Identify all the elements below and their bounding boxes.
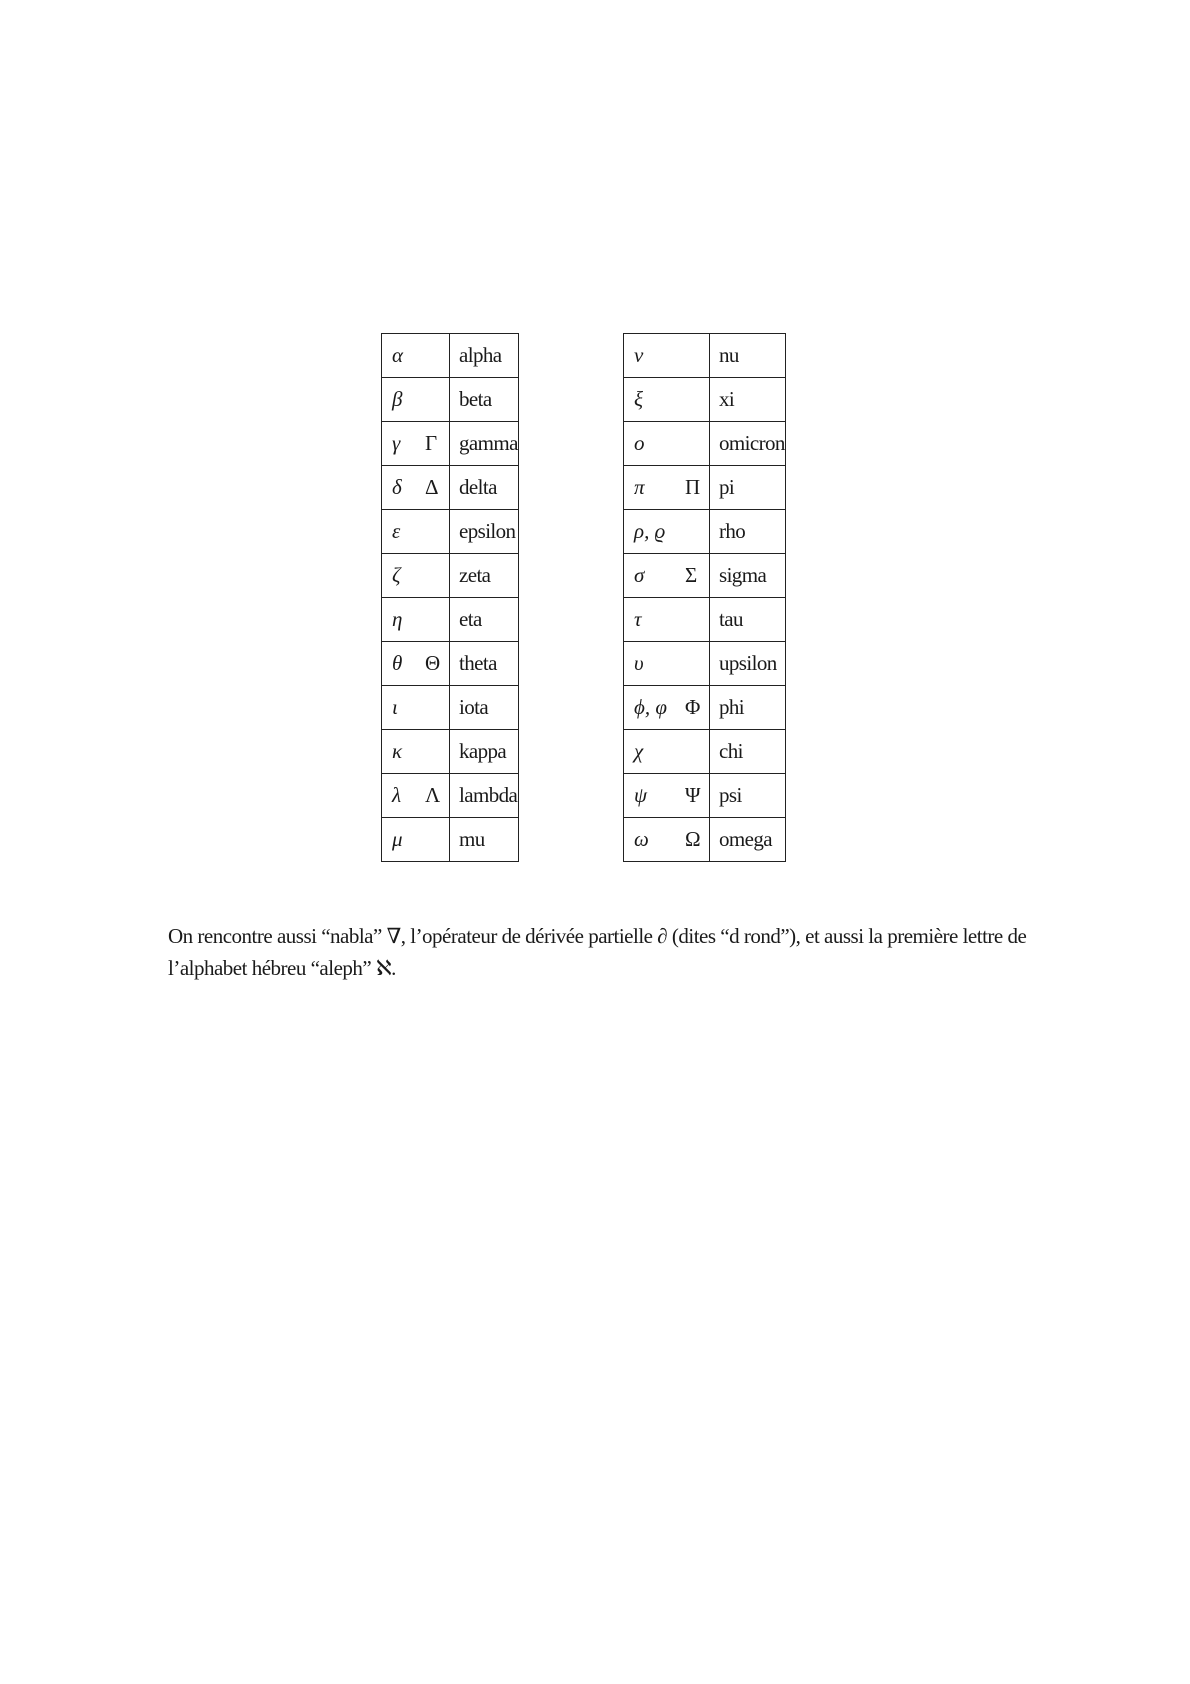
symbol-cell xyxy=(624,730,710,774)
uppercase-symbol: Σ xyxy=(685,563,698,587)
table-row xyxy=(624,554,786,598)
lowercase-symbol: π xyxy=(634,475,645,499)
uppercase-symbol: Ψ xyxy=(685,783,701,807)
letter-name-cell: zeta xyxy=(450,554,519,598)
letter-name-cell: xi xyxy=(710,378,786,422)
letter-name-cell: sigma xyxy=(710,554,786,598)
letter-name-cell: theta xyxy=(450,642,519,686)
uppercase-symbol: Δ xyxy=(425,475,439,499)
lowercase-symbol: β xyxy=(392,387,403,411)
symbol-cell xyxy=(624,642,710,686)
lowercase-symbol: ο xyxy=(634,431,645,455)
letter-name-cell: mu xyxy=(450,818,519,862)
letter-name-cell: nu xyxy=(710,334,786,378)
letter-name-cell: rho xyxy=(710,510,786,554)
table-row xyxy=(382,774,519,818)
uppercase-symbol: Λ xyxy=(425,783,441,807)
lowercase-symbol: χ xyxy=(634,739,644,763)
table-row xyxy=(382,378,519,422)
symbol-cell xyxy=(382,686,450,730)
lowercase-symbol: σ xyxy=(634,563,645,587)
lowercase-symbol: γ xyxy=(392,431,401,455)
table-row xyxy=(382,686,519,730)
symbol-cell xyxy=(382,642,450,686)
symbol-cell xyxy=(624,334,710,378)
letter-name-cell: eta xyxy=(450,598,519,642)
letter-name-cell: omega xyxy=(710,818,786,862)
symbol-cell xyxy=(382,378,450,422)
letter-name-cell: kappa xyxy=(450,730,519,774)
table-row xyxy=(382,510,519,554)
letter-name-cell: iota xyxy=(450,686,519,730)
lowercase-symbol: δ xyxy=(392,475,402,499)
table-row xyxy=(624,334,786,378)
uppercase-symbol: Θ xyxy=(425,651,441,675)
lowercase-symbol: υ xyxy=(634,651,644,675)
table-row xyxy=(382,554,519,598)
uppercase-symbol: Γ xyxy=(425,431,438,455)
table-row xyxy=(624,686,786,730)
letter-name-cell: lambda xyxy=(450,774,519,818)
table-row xyxy=(624,510,786,554)
table-row xyxy=(624,730,786,774)
table-row xyxy=(624,642,786,686)
lowercase-symbol: θ xyxy=(392,651,403,675)
letter-name-cell: upsilon xyxy=(710,642,786,686)
lowercase-symbol: ε xyxy=(392,519,401,543)
letter-name-cell: beta xyxy=(450,378,519,422)
lowercase-symbol: τ xyxy=(634,607,642,631)
table-row xyxy=(624,378,786,422)
lowercase-symbol: ζ xyxy=(392,563,401,587)
letter-name-cell: omicron xyxy=(710,422,786,466)
table-row xyxy=(382,730,519,774)
symbol-cell xyxy=(382,422,450,466)
footnote-paragraph: On rencontre aussi “nabla” ∇, l’opérateur de dérivée partielle ∂ (dites “d rond”), et aussi la première lettre de l’alphabet hébreu “aleph” ℵ. xyxy=(168,924,1027,980)
lowercase-symbol: κ xyxy=(392,739,403,763)
symbol-cell xyxy=(382,730,450,774)
table-row xyxy=(624,422,786,466)
letter-name-cell: gamma xyxy=(450,422,519,466)
symbol-cell xyxy=(624,818,710,862)
symbol-cell xyxy=(382,598,450,642)
symbol-cell xyxy=(382,510,450,554)
symbol-cell xyxy=(624,774,710,818)
letter-name-cell: phi xyxy=(710,686,786,730)
lowercase-symbol: ν xyxy=(634,343,644,367)
table-row xyxy=(382,422,519,466)
table-row xyxy=(624,774,786,818)
uppercase-symbol: Ω xyxy=(685,827,701,851)
symbol-cell xyxy=(382,466,450,510)
table-row xyxy=(624,598,786,642)
greek-letters-table-right xyxy=(623,333,786,862)
lowercase-symbol: η xyxy=(392,607,403,631)
table-row xyxy=(382,334,519,378)
uppercase-symbol: Φ xyxy=(685,695,701,719)
lowercase-symbol: α xyxy=(392,343,404,367)
symbol-cell xyxy=(624,598,710,642)
symbol-cell xyxy=(624,378,710,422)
table-row xyxy=(382,818,519,862)
symbol-cell xyxy=(624,554,710,598)
lowercase-symbol: ι xyxy=(392,695,398,719)
letter-name-cell: epsilon xyxy=(450,510,519,554)
table-body xyxy=(382,334,519,862)
uppercase-symbol: Π xyxy=(685,475,701,499)
table-row xyxy=(624,466,786,510)
lowercase-symbol: ρ, ϱ xyxy=(634,519,666,543)
table-body xyxy=(624,334,786,862)
letter-name-cell: psi xyxy=(710,774,786,818)
letter-name-cell: pi xyxy=(710,466,786,510)
symbol-cell xyxy=(382,774,450,818)
lowercase-symbol: ω xyxy=(634,827,649,851)
greek-letters-table-left xyxy=(381,333,519,862)
symbol-cell xyxy=(624,510,710,554)
table-row xyxy=(382,598,519,642)
table-row xyxy=(382,466,519,510)
lowercase-symbol: ϕ, φ xyxy=(634,695,667,719)
symbol-cell xyxy=(624,686,710,730)
symbol-cell xyxy=(624,466,710,510)
lowercase-symbol: μ xyxy=(392,827,403,851)
table-row xyxy=(624,818,786,862)
symbol-cell xyxy=(624,422,710,466)
table-row xyxy=(382,642,519,686)
symbol-cell xyxy=(382,554,450,598)
letter-name-cell: chi xyxy=(710,730,786,774)
letter-name-cell: tau xyxy=(710,598,786,642)
lowercase-symbol: λ xyxy=(392,783,402,807)
letter-name-cell: alpha xyxy=(450,334,519,378)
letter-name-cell: delta xyxy=(450,466,519,510)
symbol-cell xyxy=(382,334,450,378)
lowercase-symbol: ξ xyxy=(634,387,643,411)
lowercase-symbol: ψ xyxy=(634,783,648,807)
symbol-cell xyxy=(382,818,450,862)
